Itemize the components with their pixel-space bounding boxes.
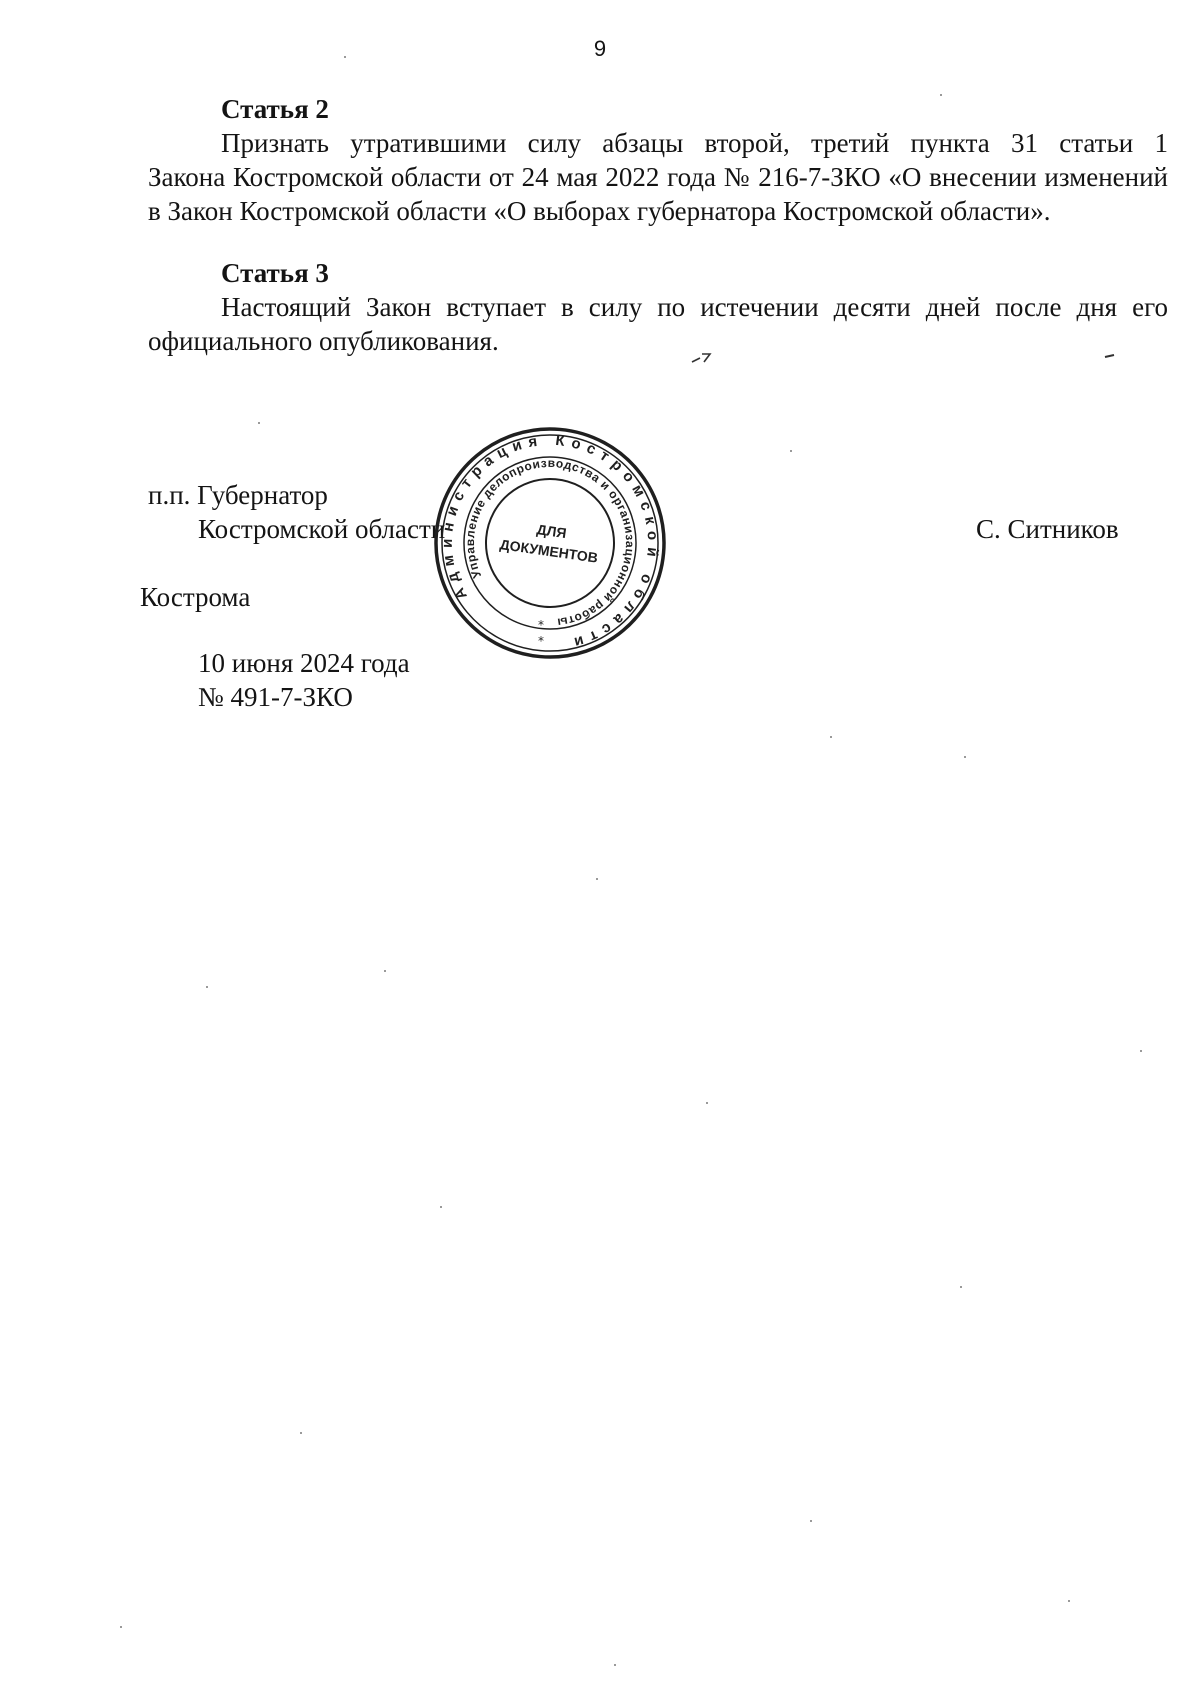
scan-speck: [810, 1520, 812, 1522]
scan-speck: [614, 1664, 616, 1666]
scan-speck: [1140, 1050, 1142, 1052]
article-2-text: [148, 126, 1168, 228]
scan-speck: [344, 56, 346, 58]
article-2-line: Закона Костромской области от 24 мая 2022 года № 216-7-ЗКО «О внесении изменений: [148, 162, 1168, 192]
seal-center-line-1: ДЛЯ: [535, 521, 568, 542]
scan-speck: [830, 736, 832, 738]
pen-mark: [690, 350, 720, 366]
article-3-heading: Статья 3: [221, 258, 329, 288]
scan-speck: [706, 1102, 708, 1104]
law-date: 10 июня 2024 года: [198, 648, 410, 678]
scan-speck: [120, 1626, 122, 1628]
scan-speck: [964, 756, 966, 758]
seal-star-icon: *: [538, 634, 544, 648]
law-number: № 491-7-ЗКО: [198, 682, 353, 712]
scan-speck: [1068, 1600, 1070, 1602]
seal-center-line-2: ДОКУМЕНТОВ: [498, 536, 599, 566]
scan-speck: [258, 422, 260, 424]
signature-role: п.п. Губернатор: [148, 480, 328, 510]
seal-star-icon: *: [538, 618, 544, 632]
article-2-heading: Статья 2: [221, 94, 329, 124]
scan-speck: [960, 1286, 962, 1288]
scan-speck: [384, 970, 386, 972]
scan-speck: [790, 450, 792, 452]
article-3-line: официального опубликования.: [148, 326, 499, 356]
place-of-signing: Кострома: [140, 582, 251, 612]
page-number: 9: [593, 36, 607, 61]
article-2-line: Признать утратившими силу абзацы второй, третий пункта 31 статьи 1: [221, 128, 1168, 158]
scan-speck: [940, 94, 942, 96]
official-seal: [433, 426, 667, 660]
article-2-line: в Закон Костромской области «О выборах губернатора Костромской области».: [148, 196, 1051, 226]
article-3-line: Настоящий Закон вступает в силу по истечении десяти дней после дня его: [221, 292, 1168, 322]
signature-region: Костромской области: [198, 514, 446, 544]
scan-speck: [596, 878, 598, 880]
seal-inner-text: Управление делопроизводства и организационной работы: [462, 455, 638, 630]
seal-outer-text: Администрация Костромской области: [438, 431, 662, 653]
scan-speck: [300, 1432, 302, 1434]
pen-mark: [1104, 352, 1116, 360]
signatory-name: С. Ситников: [976, 514, 1119, 544]
article-3-text: [148, 290, 1168, 358]
scan-speck: [440, 1206, 442, 1208]
scan-speck: [206, 986, 208, 988]
